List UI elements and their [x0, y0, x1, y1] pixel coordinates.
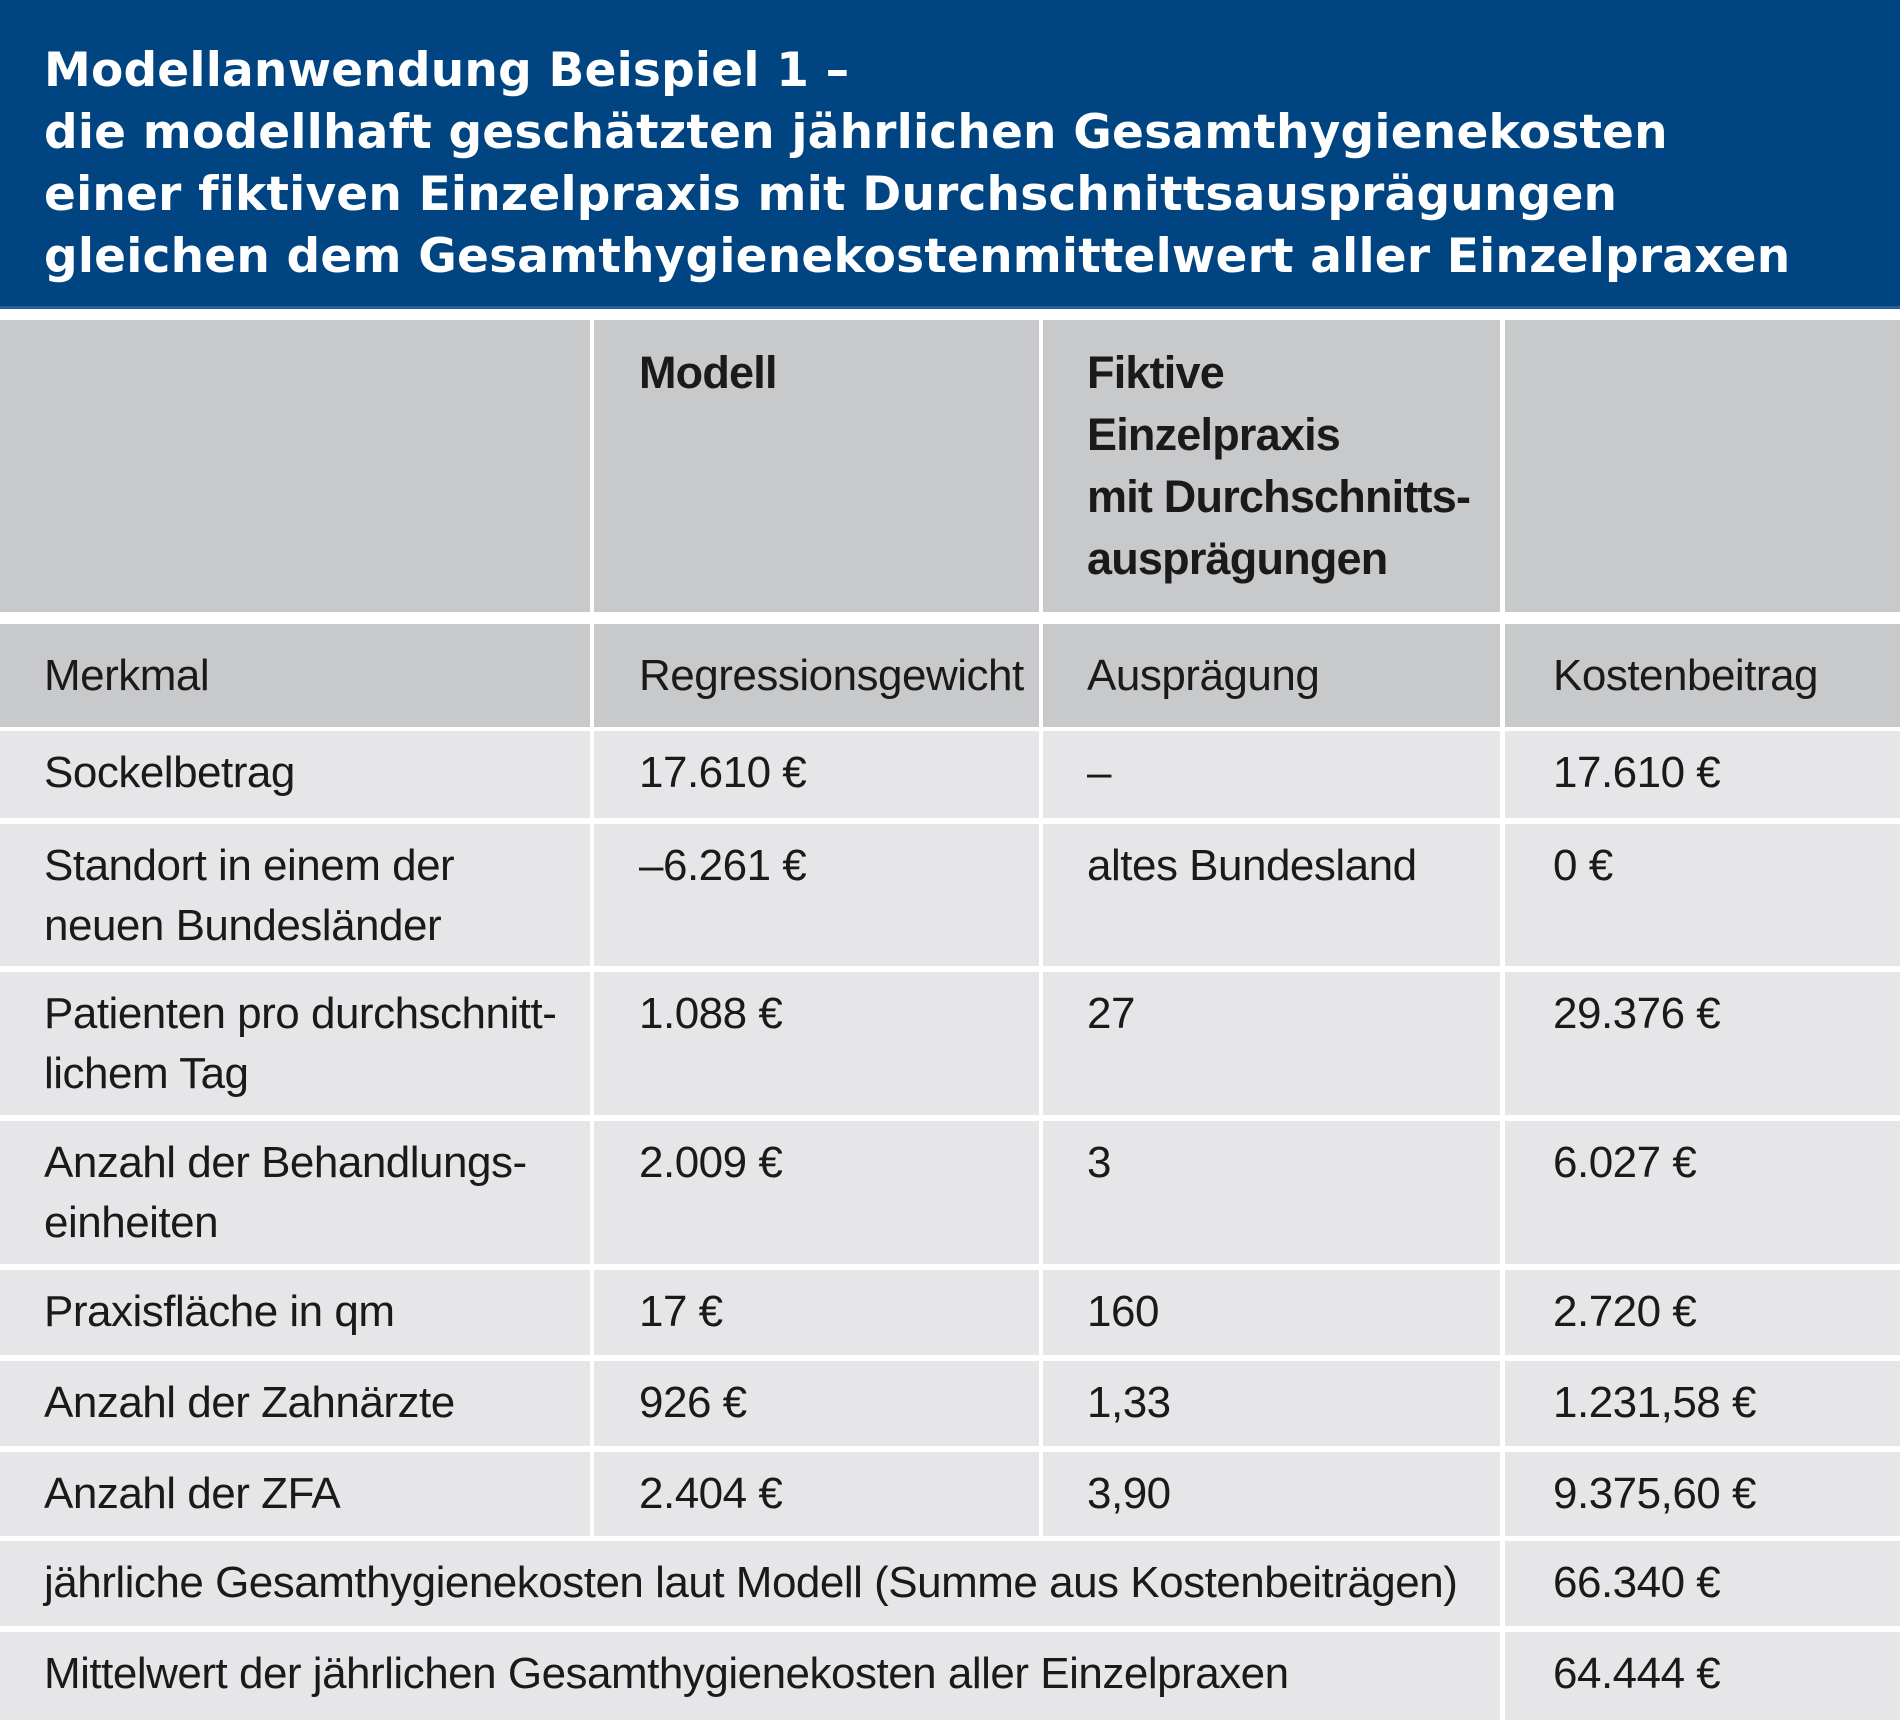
title-line-2: die modellhaft geschätzten jährlichen Gesamthygienekosten — [44, 105, 1668, 160]
group-header-model: Modell — [594, 320, 1039, 612]
cell-auspraegung: – — [1043, 731, 1500, 818]
cell-kosten: 0 € — [1505, 824, 1900, 966]
cell-kosten: 1.231,58 € — [1505, 1361, 1900, 1446]
cell-gewicht: 17 € — [594, 1270, 1039, 1355]
cell-merkmal: Sockelbetrag — [0, 731, 590, 818]
cell-merkmal-line: lichem Tag — [44, 1049, 249, 1098]
cell-auspraegung: 3,90 — [1043, 1452, 1500, 1536]
cell-merkmal — [0, 824, 590, 966]
cell-merkmal-line: Standort in einem der — [44, 841, 455, 890]
cell-gewicht: 17.610 € — [594, 731, 1039, 818]
cell-merkmal — [0, 972, 590, 1115]
cell-auspraegung: 27 — [1043, 972, 1500, 1115]
cell-gewicht: 926 € — [594, 1361, 1039, 1446]
cell-kosten: 2.720 € — [1505, 1270, 1900, 1355]
group-header-fictive — [1043, 320, 1500, 612]
group-header-empty — [0, 320, 590, 612]
group-header-fictive-line: mit Durchschnitts- — [1087, 471, 1471, 522]
cell-kosten: 17.610 € — [1505, 731, 1900, 818]
title-line-4: gleichen dem Gesamthygienekostenmittelwert aller Einzelpraxen — [44, 229, 1791, 284]
cell-kosten: 9.375,60 € — [1505, 1452, 1900, 1536]
cell-merkmal-line: Anzahl der Behandlungs- — [44, 1138, 527, 1187]
cell-auspraegung: 160 — [1043, 1270, 1500, 1355]
title-line-1: Modellanwendung Beispiel 1 – — [44, 43, 850, 98]
cell-gewicht: –6.261 € — [594, 824, 1039, 966]
cell-gewicht: 2.404 € — [594, 1452, 1039, 1536]
column-header-auspraegung: Ausprägung — [1043, 624, 1500, 727]
summary-label: jährliche Gesamthygienekosten laut Modell (Summe aus Kostenbeiträgen) — [0, 1541, 1500, 1626]
cell-merkmal: Praxisfläche in qm — [0, 1270, 590, 1355]
cell-auspraegung: altes Bundesland — [1043, 824, 1500, 966]
cell-merkmal-line: Patienten pro durchschnitt- — [44, 989, 557, 1038]
cell-kosten: 6.027 € — [1505, 1121, 1900, 1264]
cell-gewicht: 1.088 € — [594, 972, 1039, 1115]
cell-auspraegung: 3 — [1043, 1121, 1500, 1264]
group-header-fictive-line: ausprägungen — [1087, 533, 1388, 584]
cell-auspraegung: 1,33 — [1043, 1361, 1500, 1446]
summary-value: 64.444 € — [1505, 1632, 1900, 1720]
column-header-regressionsgewicht: Regressionsgewicht — [594, 624, 1039, 727]
cell-kosten: 29.376 € — [1505, 972, 1900, 1115]
summary-label: Mittelwert der jährlichen Gesamthygienekosten aller Einzelpraxen — [0, 1632, 1500, 1720]
cell-merkmal — [0, 1121, 590, 1264]
cell-merkmal-line: neuen Bundesländer — [44, 901, 442, 950]
page-title — [44, 40, 1790, 288]
group-header-fictive-line: Fiktive — [1087, 347, 1224, 398]
cell-gewicht: 2.009 € — [594, 1121, 1039, 1264]
summary-value: 66.340 € — [1505, 1541, 1900, 1626]
title-banner — [0, 0, 1900, 309]
cell-merkmal: Anzahl der ZFA — [0, 1452, 590, 1536]
group-header-fictive-line: Einzelpraxis — [1087, 409, 1341, 460]
cell-merkmal: Anzahl der Zahnärzte — [0, 1361, 590, 1446]
column-header-merkmal: Merkmal — [0, 624, 590, 727]
column-header-kostenbeitrag: Kostenbeitrag — [1505, 624, 1900, 727]
cell-merkmal-line: einheiten — [44, 1198, 219, 1247]
group-header-empty — [1505, 320, 1900, 612]
title-line-3: einer fiktiven Einzelpraxis mit Durchschnittsausprägungen — [44, 167, 1618, 222]
